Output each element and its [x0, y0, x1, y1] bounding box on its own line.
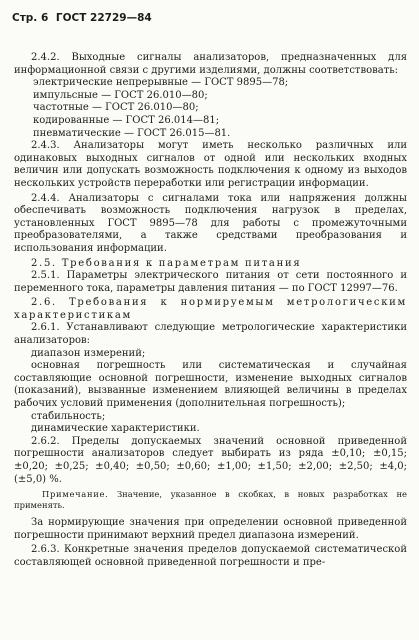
list-item: пневматические — ГОСТ 26.015—81.	[33, 127, 231, 139]
page-number: Стр. 6	[12, 12, 49, 24]
list-item-dynamic: динамические характеристики.	[31, 423, 200, 435]
list-item: частотные — ГОСТ 26.010—80;	[33, 102, 199, 114]
list-item: импульсные — ГОСТ 26.010—80;	[33, 89, 208, 101]
paragraph-2-4-3: 2.4.3. Анализаторы могут иметь несколько различных или одинаковых выходных сигналов от одной или нескольких входных величин или допускать возможность подключения к одному из выходов нескольких устройств переработки или регистрации информации.	[14, 140, 407, 189]
list-item: электрические непрерывные — ГОСТ 9895—78;	[33, 77, 289, 89]
section-heading-2-6: 2.6. Требования к нормируемым метрологическим характеристикам	[14, 297, 407, 321]
list-item: кодированные — ГОСТ 26.014—81;	[33, 114, 220, 126]
paragraph-2-5-1: 2.5.1. Параметры электрического питания от сети постоянного и переменного тока, параметры давления питания — по ГОСТ 12997—76.	[14, 270, 407, 294]
output-signals-list	[14, 77, 407, 140]
paragraph-2-6-2: 2.6.2. Пределы допускаемых значений основной приведенной погрешности анализаторов следует выбирать из ряда ±0,10; ±0,15; ±0,20; ±0,25; ±0,40; ±0,50; ±0,60; ±1,00; ±1,50; ±2,00; ±2,50; ±4,0; (±5,0) %.	[14, 435, 407, 485]
note	[14, 489, 407, 511]
paragraph-2-4-4: 2.4.4. Анализаторы с сигналами тока или напряжения должны обеспечивать возможность подключения нагрузок в пределах, установленных ГОСТ 9895—78 для работы с промежуточными преобразователями, а также средствами преобразования и использования информации.	[14, 192, 407, 254]
section-heading-2-5: 2.5. Требования к параметрам питания	[31, 257, 302, 269]
paragraph-2-6-1: 2.6.1. Устанавливают следующие метрологические характеристики анализаторов:	[14, 322, 407, 347]
note-text: Значение, указанное в скобках, в новых разработках не применять.	[14, 489, 407, 511]
list-item-range: диапазон измерений;	[31, 347, 146, 359]
list-item-stability: стабильность;	[31, 410, 106, 422]
note-label: Примечание.	[42, 489, 109, 500]
list-item-error: основная погрешность или систематическая и случайная составляющие основной погрешности, изменение выходных сигналов (показаний), вызванные изменением влияющей величины в пределах рабочих условий применения (дополнительная погрешность);	[14, 360, 407, 410]
document-body	[14, 52, 407, 570]
page-header	[12, 12, 156, 24]
paragraph-normalizing-value: За нормирующие значения при определении основной приведенной погрешности принимают верхний предел диапазона измерений.	[14, 517, 407, 541]
paragraph-2-4-2: 2.4.2. Выходные сигналы анализаторов, предназначенных для информационной связи с другими изделиями, должны соответствовать:	[14, 52, 407, 76]
paragraph-2-6-3: 2.6.3. Конкретные значения пределов допускаемой систематической составляющей основной приведенной погрешности и пре-	[14, 544, 407, 568]
standard-designation: ГОСТ 22729—84	[55, 12, 152, 24]
